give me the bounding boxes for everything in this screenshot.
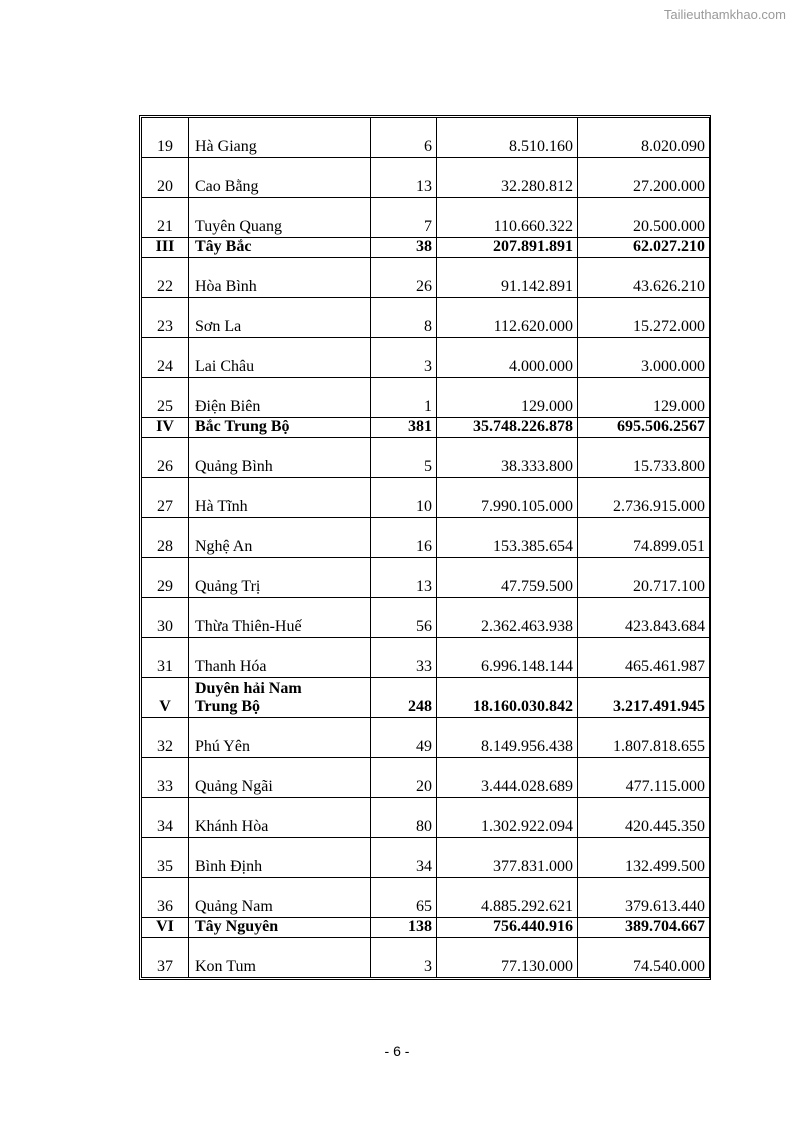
row-index: 26 bbox=[142, 438, 189, 478]
data-table-frame bbox=[139, 115, 711, 980]
row-value-1: 6.996.148.144 bbox=[437, 638, 578, 678]
table-row bbox=[142, 718, 710, 758]
table-row bbox=[142, 518, 710, 558]
row-count: 5 bbox=[371, 438, 437, 478]
row-value-2: 20.500.000 bbox=[578, 198, 710, 238]
row-count: 20 bbox=[371, 758, 437, 798]
row-name: Kon Tum bbox=[189, 938, 371, 978]
row-value-2: 423.843.684 bbox=[578, 598, 710, 638]
row-index: 35 bbox=[142, 838, 189, 878]
row-name-line1: Duyên hải Nam bbox=[195, 680, 302, 697]
row-value-1: 91.142.891 bbox=[437, 258, 578, 298]
row-index: III bbox=[142, 238, 189, 258]
row-value-1: 47.759.500 bbox=[437, 558, 578, 598]
table-row bbox=[142, 118, 710, 158]
table-row bbox=[142, 598, 710, 638]
row-index: 28 bbox=[142, 518, 189, 558]
row-count: 138 bbox=[371, 918, 437, 938]
row-index: 21 bbox=[142, 198, 189, 238]
row-name: Quảng Bình bbox=[189, 438, 371, 478]
table-row bbox=[142, 338, 710, 378]
row-index: V bbox=[142, 678, 189, 718]
row-name: Bắc Trung Bộ bbox=[189, 418, 371, 438]
row-count: 26 bbox=[371, 258, 437, 298]
row-index: 19 bbox=[142, 118, 189, 158]
row-name: Bình Định bbox=[189, 838, 371, 878]
row-name: Điện Biên bbox=[189, 378, 371, 418]
row-count: 381 bbox=[371, 418, 437, 438]
table-row bbox=[142, 638, 710, 678]
row-name: Tuyên Quang bbox=[189, 198, 371, 238]
row-name-line2: Trung Bộ bbox=[195, 698, 261, 715]
row-index: 27 bbox=[142, 478, 189, 518]
table-row bbox=[142, 758, 710, 798]
row-count: 56 bbox=[371, 598, 437, 638]
table-row bbox=[142, 298, 710, 338]
row-value-1: 38.333.800 bbox=[437, 438, 578, 478]
row-name: Hà Giang bbox=[189, 118, 371, 158]
row-index: IV bbox=[142, 418, 189, 438]
row-count: 3 bbox=[371, 338, 437, 378]
row-index: 30 bbox=[142, 598, 189, 638]
row-value-1: 1.302.922.094 bbox=[437, 798, 578, 838]
row-value-2: 129.000 bbox=[578, 378, 710, 418]
row-value-1: 32.280.812 bbox=[437, 158, 578, 198]
row-index: 29 bbox=[142, 558, 189, 598]
row-value-2: 465.461.987 bbox=[578, 638, 710, 678]
row-count: 80 bbox=[371, 798, 437, 838]
group-row bbox=[142, 678, 710, 718]
row-value-2: 74.899.051 bbox=[578, 518, 710, 558]
row-name bbox=[189, 678, 371, 718]
row-index: 25 bbox=[142, 378, 189, 418]
row-name: Thanh Hóa bbox=[189, 638, 371, 678]
row-value-2: 420.445.350 bbox=[578, 798, 710, 838]
row-value-1: 8.510.160 bbox=[437, 118, 578, 158]
row-index: 31 bbox=[142, 638, 189, 678]
row-index: 23 bbox=[142, 298, 189, 338]
row-count: 16 bbox=[371, 518, 437, 558]
row-name: Tây Nguyên bbox=[189, 918, 371, 938]
row-value-2: 15.272.000 bbox=[578, 298, 710, 338]
group-row bbox=[142, 238, 710, 258]
row-value-2: 132.499.500 bbox=[578, 838, 710, 878]
row-count: 10 bbox=[371, 478, 437, 518]
row-value-2: 74.540.000 bbox=[578, 938, 710, 978]
row-index: 20 bbox=[142, 158, 189, 198]
row-value-1: 3.444.028.689 bbox=[437, 758, 578, 798]
row-count: 49 bbox=[371, 718, 437, 758]
row-index: 37 bbox=[142, 938, 189, 978]
row-count: 7 bbox=[371, 198, 437, 238]
row-index: 34 bbox=[142, 798, 189, 838]
row-value-2: 15.733.800 bbox=[578, 438, 710, 478]
row-value-2: 2.736.915.000 bbox=[578, 478, 710, 518]
row-value-2: 43.626.210 bbox=[578, 258, 710, 298]
row-value-1: 153.385.654 bbox=[437, 518, 578, 558]
row-count: 1 bbox=[371, 378, 437, 418]
table-row bbox=[142, 478, 710, 518]
row-name: Quảng Nam bbox=[189, 878, 371, 918]
row-value-1: 756.440.916 bbox=[437, 918, 578, 938]
row-count: 248 bbox=[371, 678, 437, 718]
row-value-2: 27.200.000 bbox=[578, 158, 710, 198]
row-count: 6 bbox=[371, 118, 437, 158]
row-value-2: 3.000.000 bbox=[578, 338, 710, 378]
row-value-1: 4.000.000 bbox=[437, 338, 578, 378]
page-number: - 6 - bbox=[384, 1043, 410, 1059]
row-count: 38 bbox=[371, 238, 437, 258]
row-value-2: 1.807.818.655 bbox=[578, 718, 710, 758]
row-name: Khánh Hòa bbox=[189, 798, 371, 838]
row-value-1: 129.000 bbox=[437, 378, 578, 418]
row-value-1: 7.990.105.000 bbox=[437, 478, 578, 518]
row-index: 33 bbox=[142, 758, 189, 798]
row-name: Thừa Thiên-Huế bbox=[189, 598, 371, 638]
row-count: 8 bbox=[371, 298, 437, 338]
row-count: 65 bbox=[371, 878, 437, 918]
row-index: 32 bbox=[142, 718, 189, 758]
group-row bbox=[142, 918, 710, 938]
row-value-1: 35.748.226.878 bbox=[437, 418, 578, 438]
table-body bbox=[142, 118, 710, 978]
row-value-1: 18.160.030.842 bbox=[437, 678, 578, 718]
row-count: 3 bbox=[371, 938, 437, 978]
row-value-1: 377.831.000 bbox=[437, 838, 578, 878]
row-name: Tây Bắc bbox=[189, 238, 371, 258]
row-count: 33 bbox=[371, 638, 437, 678]
row-index: 36 bbox=[142, 878, 189, 918]
row-index: 24 bbox=[142, 338, 189, 378]
data-table bbox=[141, 117, 710, 978]
row-count: 34 bbox=[371, 838, 437, 878]
row-value-2: 3.217.491.945 bbox=[578, 678, 710, 718]
row-count: 13 bbox=[371, 158, 437, 198]
row-value-2: 20.717.100 bbox=[578, 558, 710, 598]
row-value-1: 207.891.891 bbox=[437, 238, 578, 258]
row-name: Cao Bằng bbox=[189, 158, 371, 198]
row-value-1: 8.149.956.438 bbox=[437, 718, 578, 758]
table-row bbox=[142, 838, 710, 878]
row-name: Phú Yên bbox=[189, 718, 371, 758]
row-name: Lai Châu bbox=[189, 338, 371, 378]
row-name: Nghệ An bbox=[189, 518, 371, 558]
row-value-1: 2.362.463.938 bbox=[437, 598, 578, 638]
row-value-1: 112.620.000 bbox=[437, 298, 578, 338]
table-row bbox=[142, 878, 710, 918]
row-value-2: 8.020.090 bbox=[578, 118, 710, 158]
table-row bbox=[142, 378, 710, 418]
table-row bbox=[142, 158, 710, 198]
watermark: Tailieuthamkhao.com bbox=[663, 7, 786, 22]
row-name: Sơn La bbox=[189, 298, 371, 338]
table-row bbox=[142, 558, 710, 598]
table-row bbox=[142, 938, 710, 978]
row-value-2: 477.115.000 bbox=[578, 758, 710, 798]
row-index: VI bbox=[142, 918, 189, 938]
row-name: Hòa Bình bbox=[189, 258, 371, 298]
row-index: 22 bbox=[142, 258, 189, 298]
row-name: Quảng Ngãi bbox=[189, 758, 371, 798]
row-value-1: 77.130.000 bbox=[437, 938, 578, 978]
row-name: Quảng Trị bbox=[189, 558, 371, 598]
row-value-1: 4.885.292.621 bbox=[437, 878, 578, 918]
row-value-1: 110.660.322 bbox=[437, 198, 578, 238]
group-row bbox=[142, 418, 710, 438]
table-row bbox=[142, 438, 710, 478]
row-count: 13 bbox=[371, 558, 437, 598]
row-value-2: 62.027.210 bbox=[578, 238, 710, 258]
row-value-2: 379.613.440 bbox=[578, 878, 710, 918]
row-value-2: 389.704.667 bbox=[578, 918, 710, 938]
table-row bbox=[142, 798, 710, 838]
row-name: Hà Tĩnh bbox=[189, 478, 371, 518]
table-row bbox=[142, 258, 710, 298]
row-value-2: 695.506.2567 bbox=[578, 418, 710, 438]
table-row bbox=[142, 198, 710, 238]
